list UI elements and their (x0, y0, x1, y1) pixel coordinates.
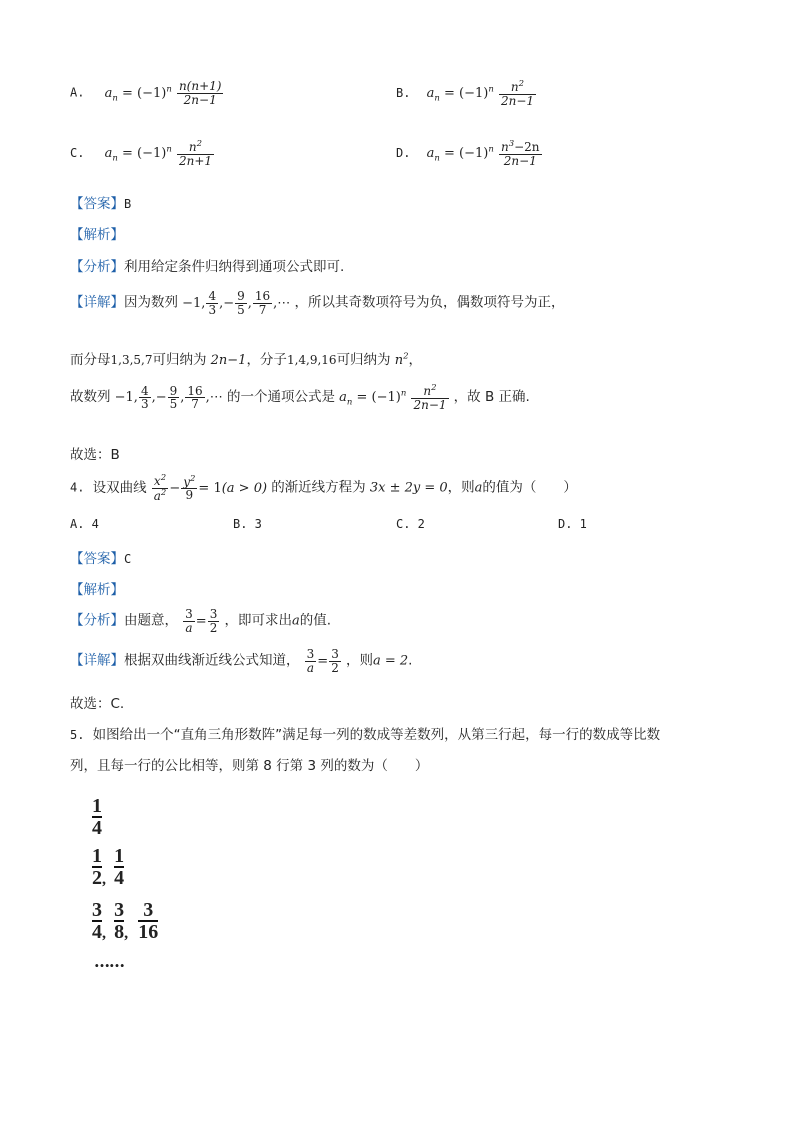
answer-line (70, 547, 131, 567)
fenxi-line: 【分析】由题意， $\frac{3}{a}$ = $\frac{3}{2}$ ，即可求出a的值. (70, 607, 332, 635)
option-formula: $a_n = (-1)^n$ $\frac{n^2}{2n-1}$ (426, 79, 535, 108)
question-4-stem: 4. 设双曲线 $\frac{x^2}{a^2}$ − $\frac{y^2}{9}$ = 1(a > 0) 的渐近线方程为 3x ± 2y = 0，则a的值为（ ） (70, 473, 577, 503)
choose-line: 故选：B (70, 447, 120, 463)
answer-value: B (124, 197, 132, 211)
detail-tag: 【详解】 (70, 294, 124, 311)
asymptote-equation: 3x ± 2y = 0 (369, 480, 448, 496)
option-formula: $a_n = (-1)^n$ $\frac{n(n+1)}{2n-1}$ (104, 79, 222, 107)
triangle-row-2: $\frac{1}{2}$ , $\frac{1}{4}$ (92, 845, 125, 889)
q4-option-b: B. 3 (233, 517, 262, 531)
fenxi-tag: 【分析】 (70, 612, 124, 629)
detail-line: 【详解】根据双曲线渐近线公式知道， $\frac{3}{a}$ = $\frac{3}{2}$ ，则a = 2. (70, 647, 413, 675)
option-d (396, 140, 543, 167)
option-label: B. (396, 86, 411, 101)
fenxi-tag: 【分析】 (70, 259, 124, 275)
detail-line-1: 【详解】因为数列 −1, $\frac{4}{3}$ ,− $\frac{9}{5}$ , $\frac{16}{7}$ ,⋯ ，所以其奇数项符号为负，偶数项符号为正， (70, 289, 565, 317)
option-label: D. (396, 146, 411, 161)
option-label: C. (70, 146, 85, 161)
triangle-row-1: $\frac{1}{4}$ (92, 795, 102, 839)
general-term: $a_n = (-1)^n$ $\frac{n^2}{2n-1}$ (339, 383, 447, 412)
option-label: A. (70, 85, 85, 100)
option-formula: $a_n = (-1)^n$ $\frac{n^3-2n}{2n-1}$ (426, 139, 540, 168)
fenxi-line (70, 255, 344, 275)
question-5-line-2: 列，且每一行的公比相等，则第 8 行第 3 列的数为（ ） (70, 758, 429, 774)
question-number: 4. (70, 480, 85, 495)
question-5-line-1: 5. 如图给出一个“直角三角形数阵”满足每一列的数成等差数列，从第三行起，每一行的数成等比数 (70, 727, 661, 743)
answer-tag: 【答案】 (70, 196, 124, 212)
q4-option-c: C. 2 (396, 517, 425, 531)
answer-value: C (124, 552, 132, 566)
detail-tag: 【详解】 (70, 652, 124, 669)
option-a (70, 80, 224, 106)
hyperbola-equation: $\frac{x^2}{a^2}$ − $\frac{y^2}{9}$ = 1(a > 0) (153, 473, 268, 503)
question-number: 5. (70, 728, 85, 742)
q4-option-a: A. 4 (70, 517, 99, 531)
option-formula: $a_n = (-1)^n$ $\frac{n^2}{2n+1}$ (104, 139, 213, 168)
detail-line-3: 故数列 −1, $\frac{4}{3}$ ,− $\frac{9}{5}$ , $\frac{16}{7}$ ,⋯ 的一个通项公式是 $a_n = (-1)^n$ $\frac{n^2}{2n-1}$ ，故 B 正确. (70, 383, 530, 412)
analysis-tag: 【解析】 (70, 227, 124, 243)
sequence: −1, $\frac{4}{3}$ ,− $\frac{9}{5}$ , $\frac{16}{7}$ ,⋯ (182, 289, 291, 317)
option-b (396, 80, 537, 107)
analysis-tag: 【解析】 (70, 582, 124, 598)
sequence: −1, $\frac{4}{3}$ ,− $\frac{9}{5}$ , $\frac{16}{7}$ ,⋯ (114, 383, 223, 412)
q4-option-d: D. 1 (558, 517, 587, 531)
option-c (70, 140, 215, 167)
triangle-row-3: $\frac{3}{4}$ , $\frac{3}{8}$ , $\frac{3}{16}$ (92, 899, 159, 943)
triangle-ellipsis: …… (94, 952, 124, 971)
fenxi-text: 利用给定条件归纳得到通项公式即可. (124, 259, 345, 275)
answer-line (70, 192, 131, 212)
answer-tag: 【答案】 (70, 551, 124, 567)
detail-line-2: 而分母1,3,5,7可归纳为 2n−1，分子1,4,9,16可归纳为 $n^2$， (70, 351, 422, 368)
choose-line: 故选：C. (70, 696, 125, 712)
